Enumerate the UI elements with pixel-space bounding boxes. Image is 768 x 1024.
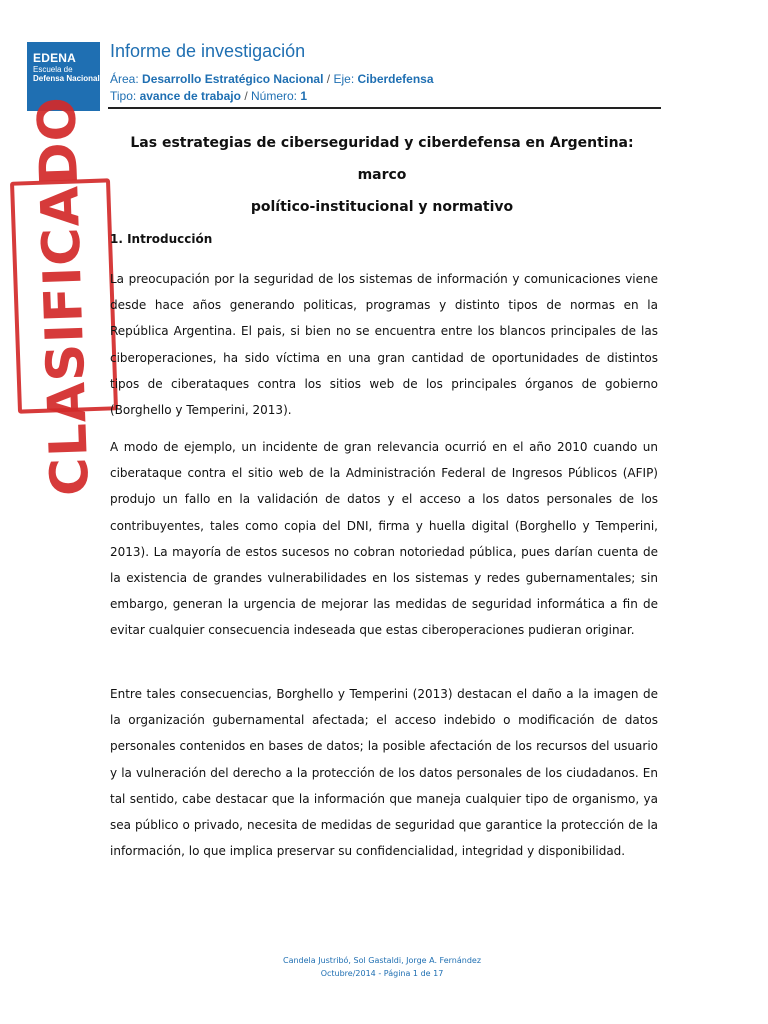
report-type-title: Informe de investigación (110, 41, 306, 61)
tipo-value: avance de trabajo (139, 89, 241, 103)
area-eje-line (110, 72, 434, 86)
header-separator: / (326, 72, 331, 86)
header-divider (108, 107, 661, 109)
area-value: Desarrollo Estratégico Nacional (142, 72, 324, 86)
eje-value: Ciberdefensa (357, 72, 434, 86)
eje-label: Eje: (333, 72, 355, 86)
numero-label: Número: (251, 89, 298, 103)
title-line-1: Las estrategias de ciberseguridad y ciberdefensa en Argentina: marco (130, 135, 634, 183)
logo-line-2: Defensa Nacional (33, 74, 100, 83)
stamp-text: CLASIFICADO (27, 95, 101, 497)
paragraph-2: A modo de ejemplo, un incidente de gran relevancia ocurrió en el año 2010 cuando un ciberataque contra el sitio web de la Administración Federal de Ingresos Públicos (AFIP) produjo un fallo en la validación de datos y el acceso a los datos personales de los contribuyentes, tales como copia del DNI, firma y huella digital (Borghello y Temperini, 2013). La mayoría de estos sucesos no cobran notoriedad pública, pues darían cuenta de la existencia de grandes vulnerabilidades en los sistemas y redes gubernamentales; sin embargo, generan la urgencia de mejorar las medidas de seguridad informática a fin de evitar cualquier consecuencia indeseada que estas ciberoperaciones pudieran originar. (110, 440, 658, 638)
document-title (108, 127, 656, 223)
paragraph-3: Entre tales consecuencias, Borghello y Temperini (2013) destacan el daño a la imagen de la organización gubernamental afectada; el acceso indebido o modificación de datos personales contenidos en bases de datos; la posible afectación de los recursos del usuario y la vulneración del derecho a la protección de los datos personales de los ciudadanos. En tal sentido, cabe destacar que la información que maneja cualquier tipo de organismo, ya sea público o privado, necesita de medidas de seguridad que garantice la protección de la información, lo que implica preservar su confidencialidad, integridad y disponibilidad. (110, 687, 658, 859)
header-separator: / (244, 89, 248, 103)
logo-brand: EDENA (33, 51, 77, 65)
paragraph-1: La preocupación por la seguridad de los sistemas de información y comunicaciones viene desde hace años generando politicas, programas y distinto tipos de normas en la República Argentina. El pais, si bien no se encuentra entre los blancos principales de las ciberoperaciones, ha sido víctima en una gran cantidad de oportunidades de distintos tipos de ciberataques contra los sitios web de los principales órganos de gobierno (Borghello y Temperini, 2013). (110, 272, 658, 418)
footer-date-page: Octubre/2014 - Página 1 de 17 (320, 969, 444, 978)
logo-line-1: Escuela de (33, 65, 73, 74)
numero-value: 1 (300, 89, 308, 103)
tipo-numero-line (110, 89, 307, 103)
tipo-label: Tipo: (110, 89, 137, 103)
footer-authors: Candela Justribó, Sol Gastaldi, Jorge A. Fernández (282, 956, 482, 965)
area-label: Área: (110, 72, 139, 86)
title-line-2: político-institucional y normativo (250, 199, 514, 215)
section-heading: 1. Introducción (110, 232, 213, 246)
classified-stamp (10, 95, 118, 497)
